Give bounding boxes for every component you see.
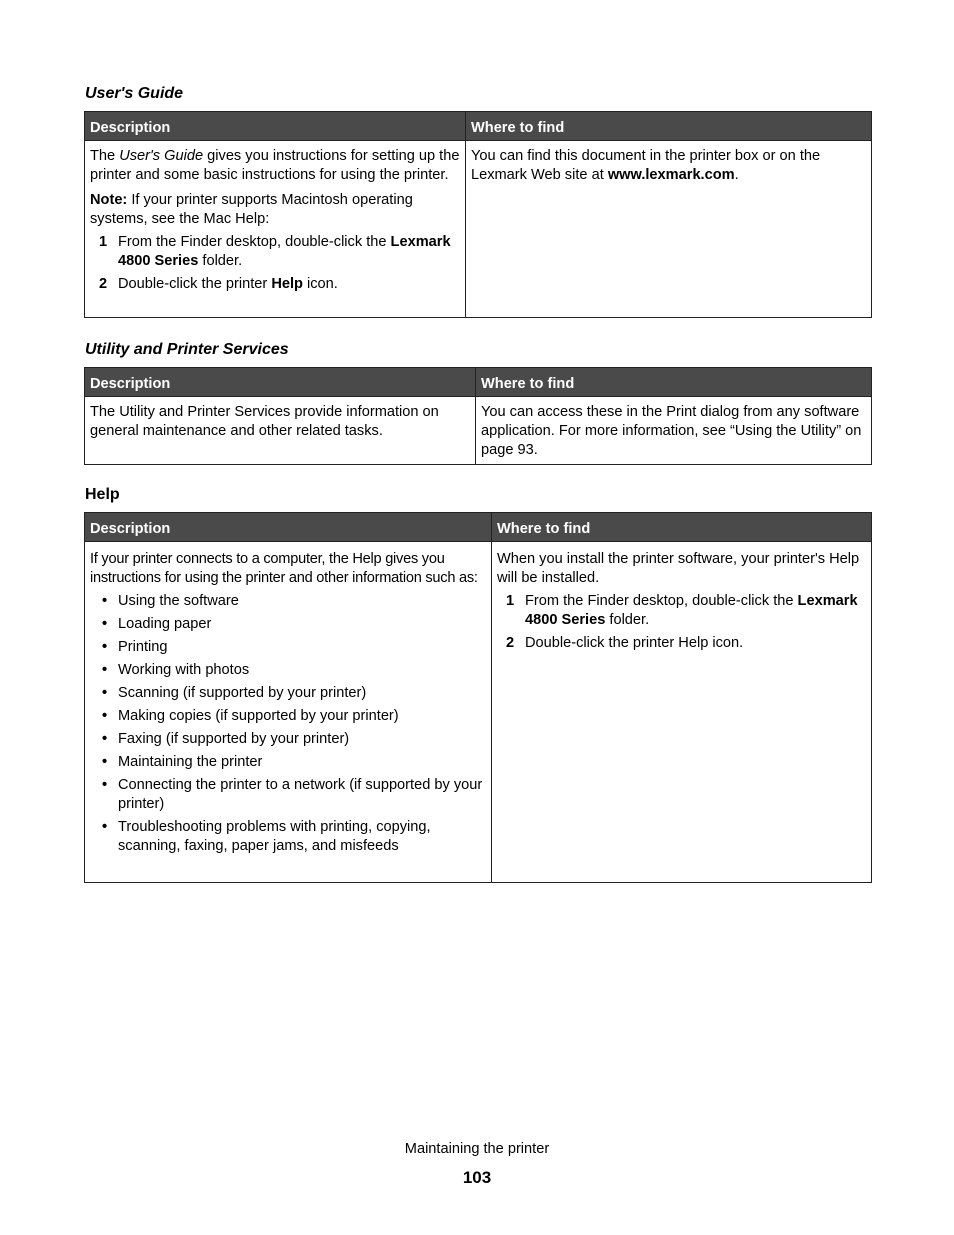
- help-table: [84, 512, 872, 883]
- section-title-help: Help: [85, 486, 120, 503]
- section-title-users-guide: User's Guide: [85, 85, 184, 102]
- bullet: •: [102, 616, 108, 632]
- column-header-description: Description: [85, 112, 466, 141]
- where-text: When you install the printer software, your printer's Help will be installed.: [497, 551, 860, 586]
- bullet: •: [102, 708, 108, 724]
- bullet: •: [102, 662, 108, 678]
- description-text: If your printer connects to a computer, the Help gives you instructions for using the printer and other information such as:: [90, 551, 478, 586]
- table-header-row: [85, 368, 872, 397]
- list-item: 2 Double-click the printer Help icon.: [99, 276, 338, 292]
- bullet: •: [102, 685, 108, 701]
- column-header-where: Where to find: [492, 513, 872, 542]
- column-header-description: Description: [85, 513, 492, 542]
- utility-table: [84, 367, 872, 465]
- help-topics-list: [90, 592, 486, 856]
- where-text: You can access these in the Print dialog from any software application. For more information, see “Using the Utility” on page 93.: [481, 404, 862, 458]
- column-header-where: Where to find: [466, 112, 872, 141]
- bullet: •: [102, 593, 108, 609]
- list-item: 1 From the Finder desktop, double-click the Lexmark 4800 Series folder.: [506, 593, 858, 628]
- list-item: • Making copies (if supported by your printer): [102, 708, 399, 724]
- lexmark-link-text: www.lexmark.com: [607, 167, 735, 183]
- list-item: • Printing: [102, 639, 168, 655]
- list-item: • Working with photos: [102, 662, 250, 678]
- users-guide-table: [84, 111, 872, 318]
- where-cell: [476, 397, 872, 465]
- list-item: • Faxing (if supported by your printer): [102, 731, 350, 747]
- column-header-description: Description: [85, 368, 476, 397]
- note-text: Note: If your printer supports Macintosh operating systems, see the Mac Help:: [90, 192, 413, 227]
- where-cell: [466, 141, 872, 318]
- section-title-utility: Utility and Printer Services: [85, 341, 289, 358]
- description-cell: [85, 397, 476, 465]
- table-header-row: [85, 513, 872, 542]
- list-item: • Connecting the printer to a network (if supported by your printer): [102, 777, 483, 812]
- steps-list: [497, 592, 866, 653]
- table-row: [85, 542, 872, 883]
- bullet: •: [102, 639, 108, 655]
- list-item: • Using the software: [102, 593, 239, 609]
- where-text: You can find this document in the printer box or on the Lexmark Web site at www.lexmark.com.: [471, 148, 821, 183]
- list-item: 1 From the Finder desktop, double-click the Lexmark 4800 Series folder.: [99, 234, 451, 269]
- column-header-where: Where to find: [476, 368, 872, 397]
- list-item: • Loading paper: [102, 616, 212, 632]
- list-item: • Scanning (if supported by your printer): [102, 685, 367, 701]
- bullet: •: [102, 731, 108, 747]
- bullet: •: [102, 754, 108, 770]
- where-cell: [492, 542, 872, 883]
- description-text: The Utility and Printer Services provide information on general maintenance and other related tasks.: [90, 404, 439, 439]
- page-number: 103: [462, 1168, 492, 1187]
- description-text: The User's Guide gives you instructions for setting up the printer and some basic instructions for using the printer.: [90, 148, 460, 183]
- steps-list: [90, 233, 460, 294]
- users-guide-title-inline: User's Guide: [119, 148, 204, 164]
- list-item: 2 Double-click the printer Help icon.: [506, 635, 744, 651]
- table-row: [85, 141, 872, 318]
- list-item: • Troubleshooting problems with printing, copying, scanning, faxing, paper jams, and misfeeds: [102, 819, 431, 854]
- description-cell: [85, 542, 492, 883]
- bullet: •: [102, 777, 108, 793]
- table-header-row: [85, 112, 872, 141]
- note-label: Note:: [90, 192, 128, 208]
- table-row: [85, 397, 872, 465]
- footer-chapter: Maintaining the printer: [404, 1141, 550, 1157]
- list-item: • Maintaining the printer: [102, 754, 263, 770]
- description-cell: [85, 141, 466, 318]
- bullet: •: [102, 819, 108, 835]
